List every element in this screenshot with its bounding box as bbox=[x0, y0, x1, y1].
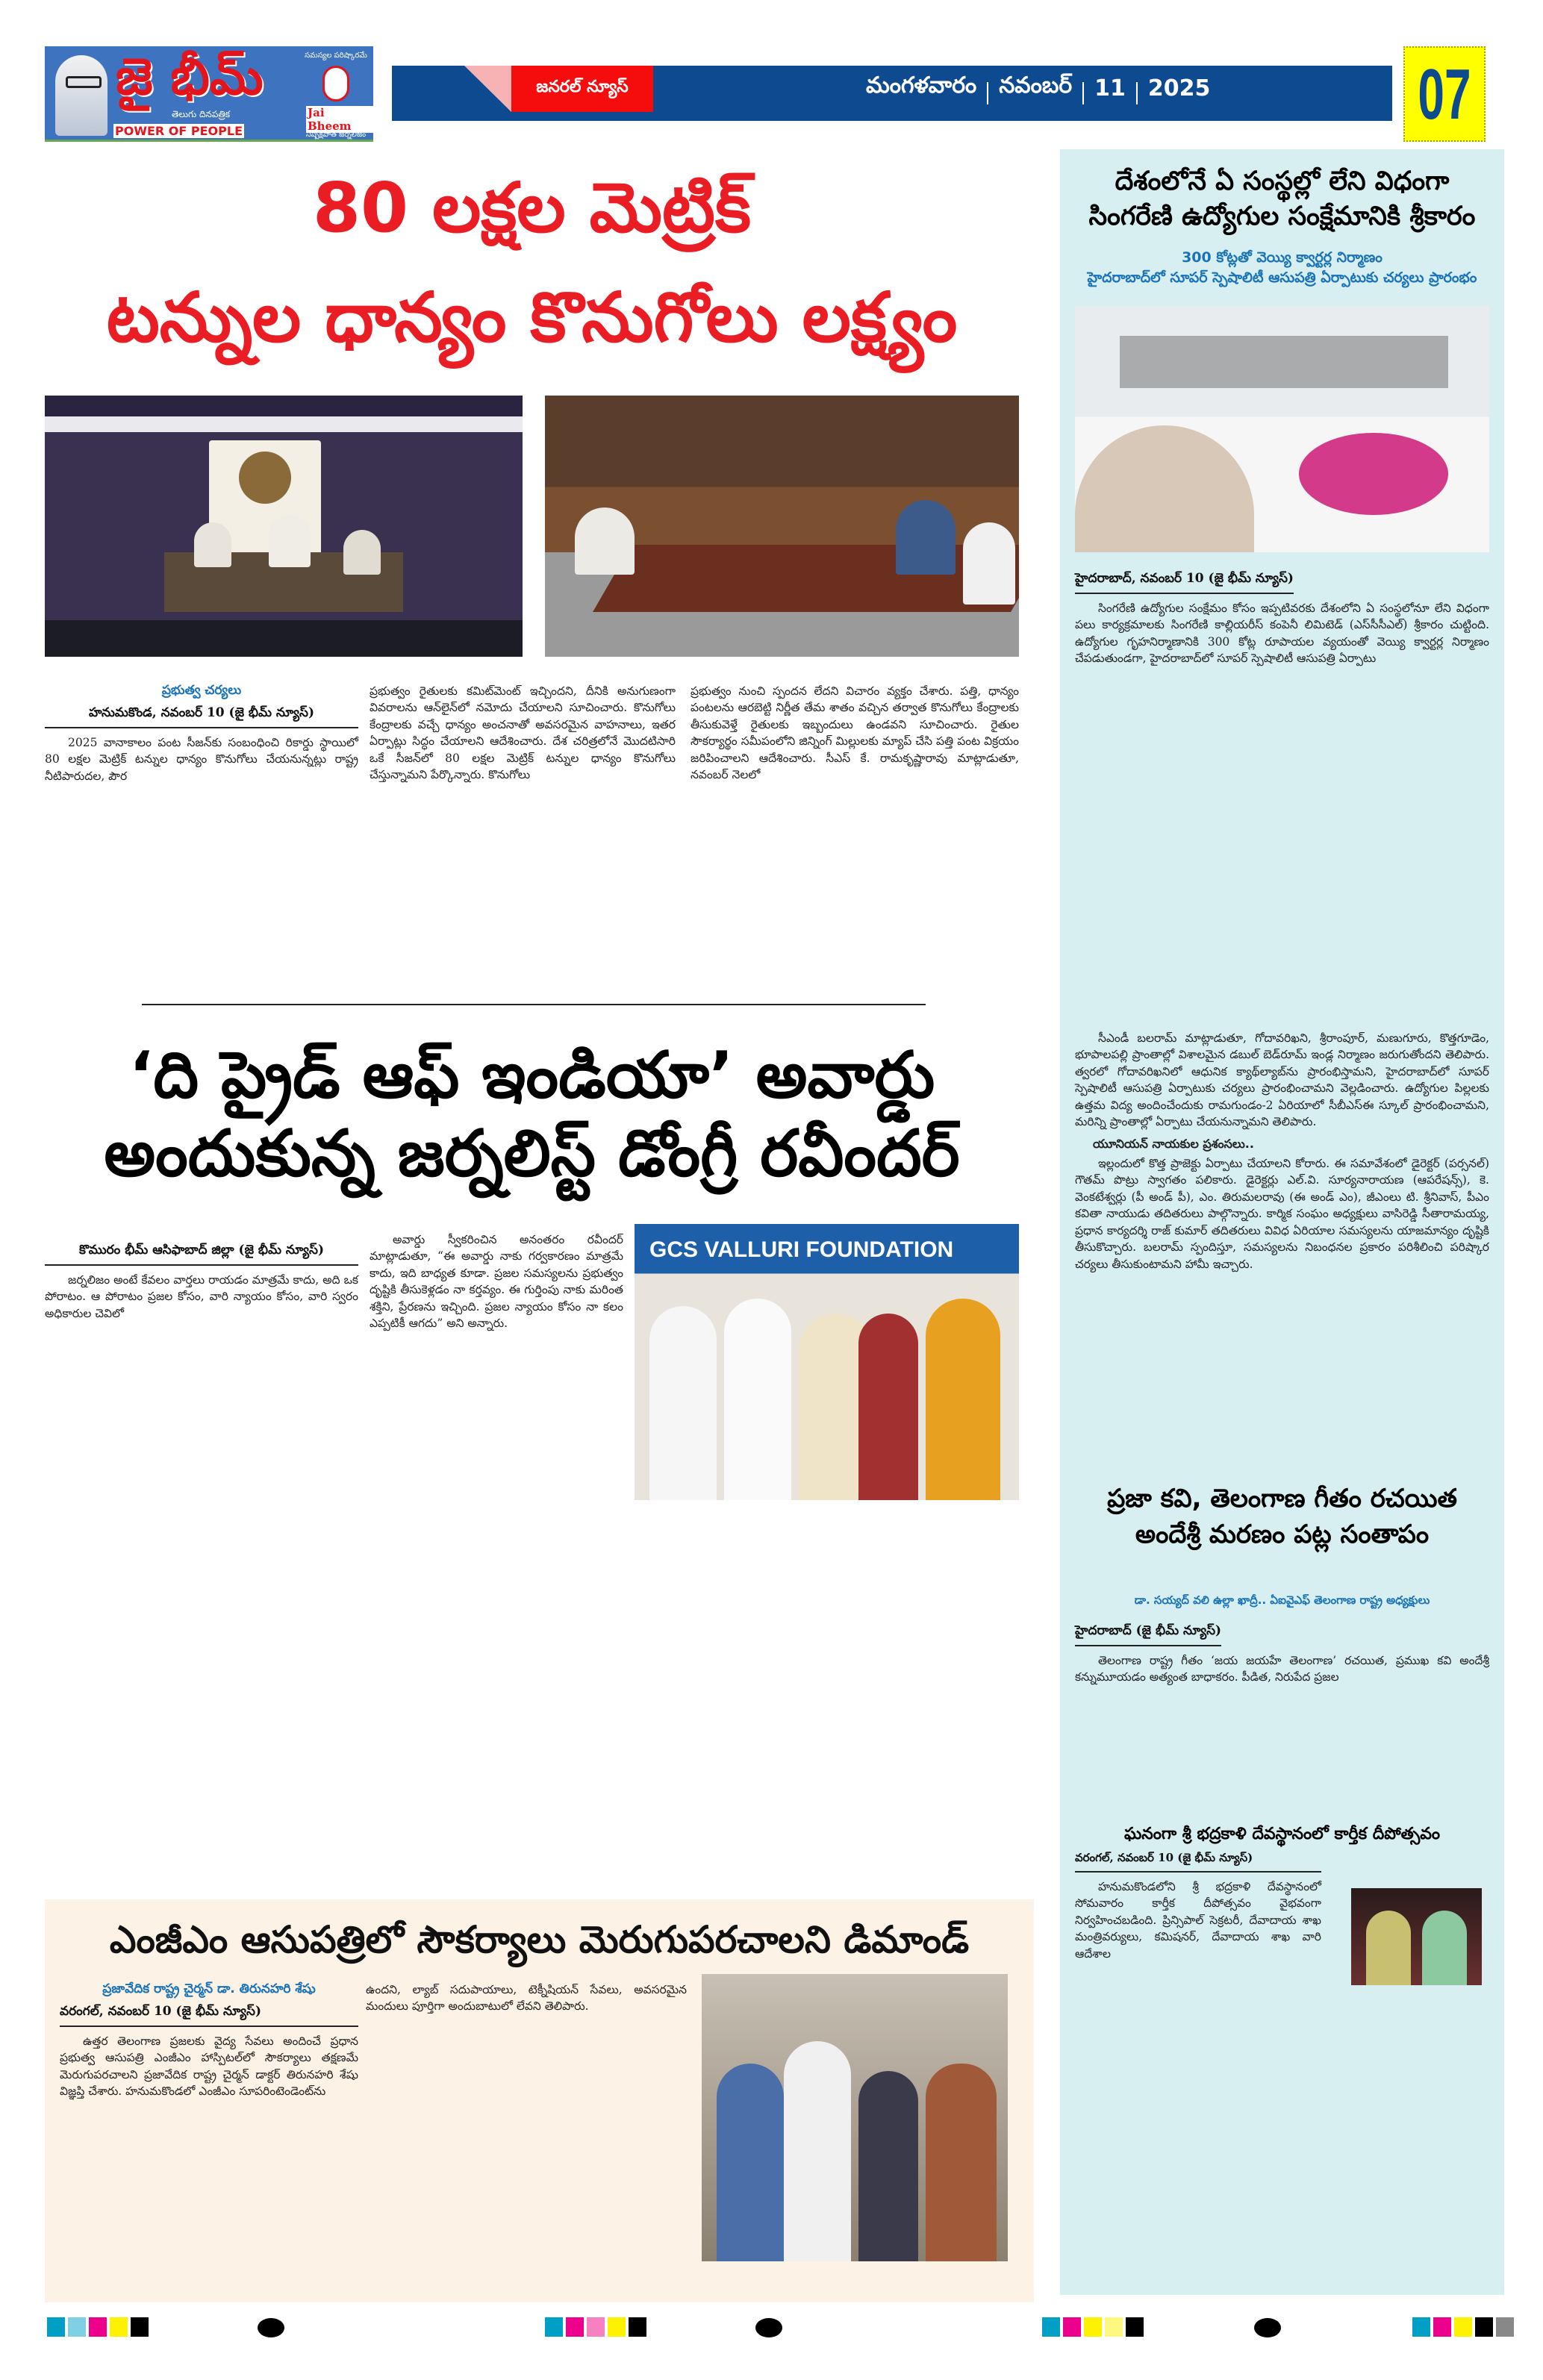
divider bbox=[142, 1004, 926, 1005]
story3-text: ఉత్తర తెలంగాణ ప్రజలకు వైద్య సేవలు అందించే ప్రధాన ప్రభుత్వ ఆసుపత్రి ఎంజీఎం హాస్పిటల్‌లో సౌకర్యాలు తక్షణమే మెరుగుపరచాలని ప్రజావేదిక రాష్ట్ర చైర్మన్ డాక్టర్ తిరునహరి శేషు విజ్ఞప్తి చేశారు. హనుమకొండలో ఎంజీఎం సూపరింటెండెంట్‌ను bbox=[60, 2034, 358, 2099]
headline-1-line-2: టన్నుల ధాన్యం కొనుగోలు లక్ష్యం bbox=[106, 278, 958, 357]
story1-dateline: హనుమకొండ, నవంబర్ 10 (జై భీమ్ న్యూస్) bbox=[45, 705, 358, 728]
headline-3: ఎంజీఎం ఆసుపత్రిలో సౌకర్యాలు మెరుగుపరచాలని డిమాండ్ bbox=[109, 1918, 970, 1961]
side-tag-bottom: నిష్పక్షపాత జర్నలిజం bbox=[305, 131, 367, 139]
right-headline-line-1: దేశంలోనే ఏ సంస్థల్లో లేని విధంగా bbox=[1115, 166, 1450, 196]
poet-subhead: డా. సయ్యద్ వలి ఉల్లా ఖాద్రీ.. ఏఐవైఎఫ్ తెలంగాణ రాష్ట్ర అధ్యక్షులు bbox=[1134, 1593, 1430, 1607]
photo-meeting-room bbox=[545, 396, 1019, 657]
right-text: సీఎండీ బలరామ్ మాట్లాడుతూ, గోదావరిఖని, శ్రీరాంపూర్, మణుగూరు, కొత్తగూడెం, భూపాలపల్లి ప్రాంతాల్లో విశాలమైన డబుల్ బెడ్‌రూమ్ ఇండ్ల నిర్మాణం జరుగుతోందని తెలిపారు. త్వరలో గోదావరిఖనిలో ఆధునిక క్యాథ్‌ల్యాబ్‌ను ప్రారంభిస్తామని, హైదరాబాద్‌లో సూపర్ స్పెషాలిటీ ఆసుపత్రి ఏర్పాటుకు చర్యలు ప్రారంభించామని వెల్లడించారు. ఉద్యోగుల పిల్లలకు ఉత్తమ విద్య అందించేందుకు రామగుండం-2 ఏరియాలో సీబీఎస్‌ఈ స్కూల్ ప్రారంభించామని, మరిన్ని ప్రాంతాల్లో ఏర్పాటు చేయనున్నామని తెలిపారు. bbox=[1075, 1031, 1489, 1129]
story3-column-1 bbox=[60, 1981, 358, 2100]
photo-memorandum bbox=[702, 1974, 1008, 2261]
portrait-image bbox=[55, 55, 107, 136]
story2-text: జర్నలిజం అంటే కేవలం వార్తలు రాయడం మాత్రమే కాదు, అది ఒక పోరాటం. ఆ పోరాటం ప్రజల కోసం, వారి న్యాయం కోసం, వారి స్వరం అధికారుల చెవిలో bbox=[45, 1273, 358, 1320]
color-registration-mark bbox=[545, 2317, 646, 2337]
right-headline-line-2: సింగరేణి ఉద్యోగుల సంక్షేమానికి శ్రీకారం bbox=[1088, 202, 1476, 232]
right-subhead-1: 300 కోట్లతో వెయ్యి క్వార్టర్ల నిర్మాణం bbox=[1182, 249, 1383, 266]
color-registration-mark bbox=[1412, 2317, 1514, 2337]
temple-headline: ఘనంగా శ్రీ భద్రకాళి దేవస్థానంలో కార్తీక దీపోత్సవం bbox=[1123, 1825, 1441, 1843]
right-story-body bbox=[1075, 571, 1489, 667]
color-registration-mark bbox=[47, 2317, 149, 2337]
poet-headline-line-1: ప్రజా కవి, తెలంగాణ గీతం రచయిత bbox=[1107, 1484, 1457, 1514]
temple-story bbox=[1075, 1851, 1321, 1962]
date-day: మంగళవారం bbox=[866, 72, 977, 99]
story3-column-2 bbox=[366, 1981, 687, 2015]
photo-banner-text: GCS VALLURI FOUNDATION bbox=[649, 1237, 954, 1262]
right-subhead-2: హైదరాబాద్‌లో సూపర్ స్పెషాలిటీ ఆసుపత్రి ఏర్పాటుకు చర్యలు ప్రారంభం bbox=[1087, 269, 1477, 286]
mgm-story-panel bbox=[45, 1899, 1034, 2302]
header-slant bbox=[464, 66, 511, 112]
page-number-text: 07 bbox=[1418, 54, 1471, 134]
temple-dateline: వరంగల్, నవంబర్ 10 (జై భీమ్ న్యూస్) bbox=[1075, 1851, 1321, 1873]
poet-story bbox=[1075, 1623, 1489, 1686]
headline-1-line-1: 80 లక్షల మెట్రిక్ bbox=[313, 168, 751, 248]
photo-award-ceremony bbox=[635, 1224, 1019, 1500]
story1-column-1 bbox=[45, 683, 358, 784]
story3-kicker: ప్రజావేదిక రాష్ట్ర చైర్మన్ డా. తిరునహరి శేషు bbox=[102, 1981, 316, 1996]
story1-kicker: ప్రభుత్వ చర్యలు bbox=[161, 683, 242, 698]
date-number: 11 bbox=[1094, 75, 1126, 101]
story2-dateline: కొమురం భీమ్ ఆసిఫాబాద్ జిల్లా (జై భీమ్ న్యూస్) bbox=[45, 1243, 358, 1266]
headline-2-line-1: ‘ది ప్రైడ్ ఆఫ్ ఇండియా’ అవార్డు bbox=[128, 1038, 935, 1113]
date-month: నవంబర్ bbox=[999, 72, 1073, 99]
registration-oval bbox=[1254, 2318, 1281, 2337]
photo-singareni-meeting bbox=[1075, 306, 1489, 552]
story2-column-2 bbox=[370, 1231, 623, 1332]
brand-tagline: తెలుగు దినపత్రిక bbox=[172, 109, 231, 119]
poet-dateline: హైదరాబాద్ (జై భీమ్ న్యూస్) bbox=[1075, 1623, 1221, 1646]
photo-video-conference bbox=[45, 396, 523, 657]
temple-text: హనుమకొండలోని శ్రీ భద్రకాళి దేవస్థానంలో సోమవారం కార్తీక దీపోత్సవం వైభవంగా నిర్వహించబడింది. ప్రిన్సిపాల్ సెక్రటరీ, దేవాదాయ శాఖ మంత్రివర్యులు, కమిషనర్, దేవాదాయ శాఖ వారి ఆదేశాల bbox=[1075, 1880, 1321, 1961]
right-subheads bbox=[1060, 248, 1504, 287]
right-subhead-union: యూనియన్ నాయకుల ప్రశంసలు.. bbox=[1093, 1136, 1254, 1151]
issue-date bbox=[866, 72, 1210, 104]
page-number bbox=[1403, 46, 1486, 142]
headline-2-line-2: అందుకున్న జర్నలిస్ట్ డోంగ్రీ రవీందర్ bbox=[104, 1116, 960, 1191]
date-year: 2025 bbox=[1147, 75, 1211, 101]
masthead-logo bbox=[45, 46, 373, 142]
color-registration-mark bbox=[1042, 2317, 1144, 2337]
registration-oval bbox=[258, 2318, 284, 2337]
story1-column-2 bbox=[370, 683, 676, 784]
registration-oval bbox=[755, 2318, 782, 2337]
story1-text: ప్రభుత్వం నుంచి స్పందన లేదని విచారం వ్యక్తం చేశారు. పత్తి, ధాన్యం పంటలను ఆరబెట్టి నిర్ణీత తేమ శాతం వచ్చిన తర్వాత కొనుగోలు కేంద్రాలకు తీసుకువెళ్తే రైతులకు ఇబ్బందులు ఉండవని సూచించారు. రైతుల సౌకర్యార్థం సమీపంలోని జిన్నింగ్ మిల్లులకు మ్యాప్ చేసి పత్తి పంట విక్రయం జరిపించాలని ఆదేశించారు. సీఎస్ కే. రామకృష్ణారావు మాట్లాడుతూ, నవంబర్ నెలలో bbox=[691, 684, 1019, 782]
right-text: సింగరేణి ఉద్యోగుల సంక్షేమం కోసం ఇప్పటివరకు దేశంలోని ఏ సంస్థలోనూ లేని విధంగా పలు కార్యక్రమాలకు సింగరేణి కాల్లియరీస్ కంపెనీ లిమిటెడ్ (ఎస్‌సీసీఎల్) శ్రీకారం చుట్టింది. ఉద్యోగుల గృహనిర్మాణానికి 300 కోట్ల రూపాయల వ్యయంతో వెయ్యి క్వార్టర్ల నిర్మాణం చేపడుతుండగా, హైదరాబాద్‌లో సూపర్ స్పెషాలిటీ ఆసుపత్రి ఏర్పాటు bbox=[1075, 602, 1489, 666]
emblem-icon bbox=[322, 66, 349, 101]
story2-text: అవార్డు స్వీకరించిన అనంతరం రవీందర్ మాట్లాడుతూ, “ఈ అవార్డు నాకు గర్వకారణం మాత్రమే కాదు, ఇది బాధ్యత కూడా. ప్రజల సమస్యలను ప్రభుత్వం దృష్టికి తీసుకెళ్లడం నా కర్తవ్యం. ఈ గుర్తింపు నాకు మరింత శక్తిని, ప్రేరణను ఇచ్చింది. ప్రజల న్యాయం కోసం నా కలం ఎప్పటికీ ఆగదు” అని అన్నారు. bbox=[370, 1233, 623, 1331]
poet-text: తెలంగాణ రాష్ట్ర గీతం ‘జయ జయహే తెలంగాణ’ రచయిత, ప్రముఖ కవి అందేశ్రీ కన్నుమూయడం అత్యంత బాధాకరం. పీడిత, నిరుపేద ప్రజల bbox=[1075, 1654, 1489, 1684]
story3-dateline: వరంగల్, నవంబర్ 10 (జై భీమ్ న్యూస్) bbox=[60, 2004, 358, 2027]
photo-temple-event bbox=[1351, 1888, 1482, 1985]
right-text: ఇల్లందులో కొత్త ప్రాజెక్టు ఏర్పాటు చేయాలని కోరారు. ఈ సమావేశంలో డైరెక్టర్ (పర్సనల్) గౌతమ్ పొట్రు స్వాగతం పలికారు. డైరెక్టర్లు ఎల్.వి. సూర్యనారాయణ (ఆపరేషన్స్), కె. వెంకటేశ్వర్లు (పీ అండ్ పీ), ఎం. తిరుమలరావు (ఈ అండ్ ఎం), జీఎంలు టి. శ్రీనివాస్, పీఎం కవితా నాయుడు తదితరులు పాల్గొన్నారు. కార్మిక సంఘం అధ్యక్షులు వాసిరెడ్డి సీతారామయ్య, ప్రధాన కార్యదర్శి రాజ్ కుమార్ తదితరులు వివిధ ఏరియాల సమస్యలను యాజమాన్యం దృష్టికి తీసుకొచ్చారు. బలరామ్ స్పందిస్తూ, సమస్యలను నిబంధనల ప్రకారం పరిశీలించి పరిష్కార చర్యలు తీసుకుంటామని హామీ ఇచ్చారు. bbox=[1075, 1157, 1489, 1271]
right-dateline: హైదరాబాద్, నవంబర్ 10 (జై భీమ్ న్యూస్) bbox=[1075, 571, 1294, 594]
brand-name: జై భీమ్ bbox=[116, 48, 264, 107]
side-tag-top: సమస్యల పరిష్కారమే bbox=[305, 51, 367, 60]
story3-text: ఉందని, ల్యాబ్ సదుపాయాలు, టెక్నీషియన్ సేవలు, అవసరమైన మందులు పూర్తిగా అందుబాటులో లేవని తెలిపారు. bbox=[366, 1983, 687, 2014]
brand-slogan: POWER OF PEOPLE bbox=[115, 124, 243, 138]
right-headline bbox=[1060, 164, 1504, 235]
right-column-panel bbox=[1060, 149, 1504, 2295]
story1-column-3 bbox=[691, 683, 1019, 784]
story1-text: 2025 వానాకాలం పంట సీజన్‌కు సంబంధించి రికార్డు స్థాయిలో 80 లక్షల మెట్రిక్ టన్నుల ధాన్యం కొనుగోలు చేయనున్నట్లు రాష్ట్ర నీటిపారుదల, పౌర bbox=[45, 736, 358, 783]
section-label: జనరల్ న్యూస్ bbox=[511, 66, 653, 112]
poet-headline-line-2: అందేశ్రీ మరణం పట్ల సంతాపం bbox=[1135, 1519, 1430, 1549]
brand-english: Jai Bheem bbox=[306, 106, 373, 133]
story2-column-1 bbox=[45, 1243, 358, 1322]
right-story-body-2 bbox=[1075, 1030, 1489, 1272]
poet-headline bbox=[1060, 1481, 1504, 1552]
story1-text: ప్రభుత్వం రైతులకు కమిట్‌మెంట్ ఇచ్చిందని, దీనికి అనుగుణంగా వివరాలను ఆన్‌లైన్‌లో నమోదు చేయాలని సూచించారు. కొనుగోలు కేంద్రాలకు వచ్చే ధాన్యం అంచనాతో అవసరమైన వాహనాలు, ఇతర ఏర్పాట్లు సిద్ధం చేయాలని ఆదేశించారు. దేశ చరిత్రలోనే మొదటిసారి ఒకే సీజన్‌లో 80 లక్షల మెట్రిక్ టన్నుల ధాన్యం కొనుగోలు చేస్తున్నామని పేర్కొన్నారు. కొనుగోలు bbox=[370, 684, 676, 782]
